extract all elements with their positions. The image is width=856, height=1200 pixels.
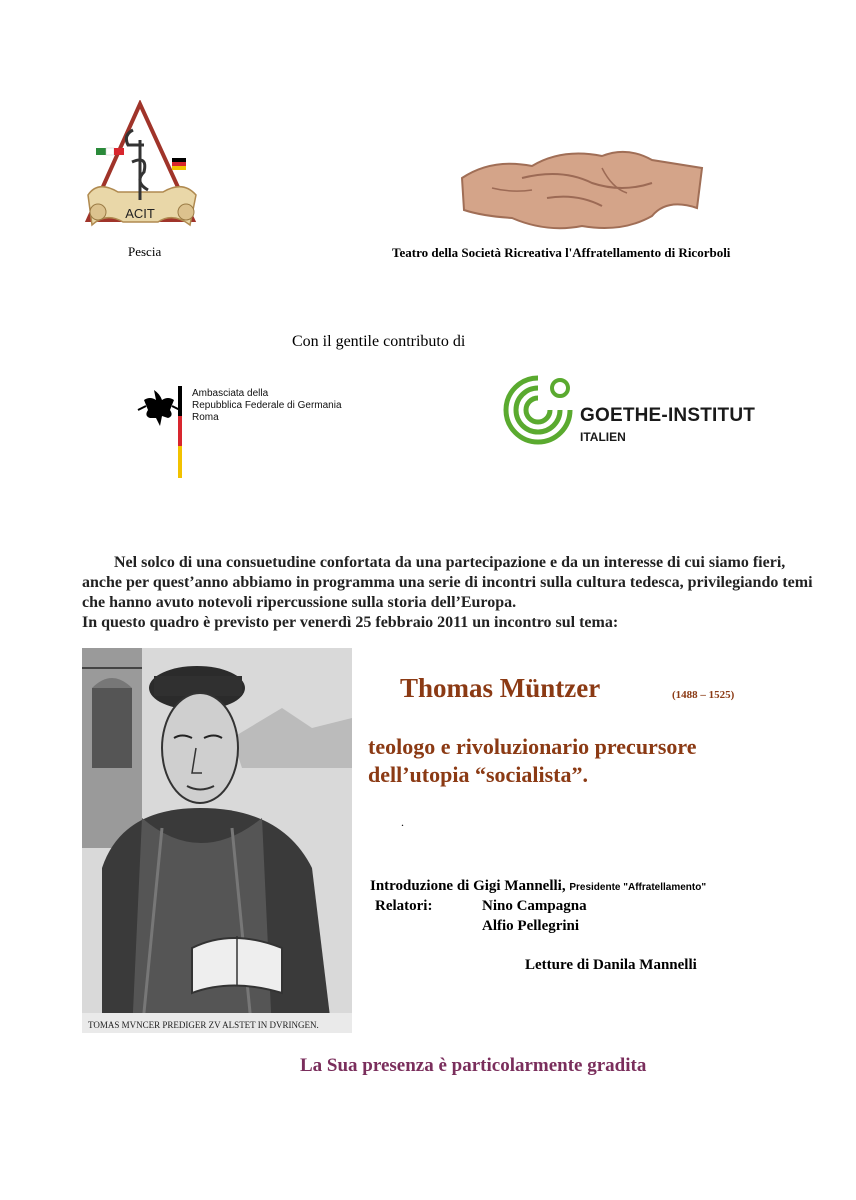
acit-location: Pescia (128, 244, 162, 259)
intro-paragraph: Nel solco di una consuetudine confortata da una partecipazione e da un interesse di cui siamo fieri, anche per quest’anno abbiamo in programma una serie di incontri sulla cultura tedesca, privilegiando temi che hanno avuto notevoli ripercussione sulla storia dell’Europa. (82, 554, 813, 611)
introduction-role: Presidente "Affratellamento" (569, 882, 707, 893)
closing-line: La Sua presenza è particolarmente gradita (300, 1055, 647, 1076)
acit-logo-text: ACIT (125, 206, 155, 221)
introduction-text: Introduzione di Gigi Mannelli, (370, 878, 566, 894)
stray-dot: . (401, 815, 404, 829)
contribution-intro: Con il gentile contributo di (292, 333, 466, 350)
portrait-engraving (82, 648, 352, 1033)
embassy-text (192, 388, 342, 424)
goethe-name: GOETHE-INSTITUT (580, 405, 756, 426)
embassy-line: Ambasciata della (192, 388, 269, 399)
intro-paragraph: In questo quadro è previsto per venerdì 25 febbraio 2011 un incontro sul tema: (82, 614, 619, 631)
theater-name: Teatro della Società Ricreativa l'Affratellamento di Ricorboli (392, 245, 731, 260)
embassy-line: Repubblica Federale di Germania (192, 400, 342, 411)
event-subtitle-line: teologo e rivoluzionario precursore (368, 734, 697, 759)
event-title: Thomas Müntzer (400, 673, 601, 703)
portrait-caption: TOMAS MVNCER PREDIGER ZV ALSTET IN DVRINGEN. (88, 1020, 319, 1030)
event-dates: (1488 – 1525) (672, 689, 735, 701)
readings-line: Letture di Danila Mannelli (525, 957, 697, 973)
speakers-label: Relatori: (375, 898, 433, 914)
embassy-line: Roma (192, 412, 219, 423)
event-subtitle-line: dell’utopia “socialista”. (368, 762, 589, 787)
acit-logo (78, 100, 203, 240)
event-subtitle (368, 733, 697, 789)
goethe-subtitle: ITALIEN (580, 430, 626, 444)
speaker-name: Alfio Pellegrini (482, 918, 580, 934)
speaker-name: Nino Campagna (482, 898, 587, 914)
introduction-line (370, 878, 706, 895)
intro-text (82, 553, 822, 633)
handshake-logo (452, 138, 712, 238)
